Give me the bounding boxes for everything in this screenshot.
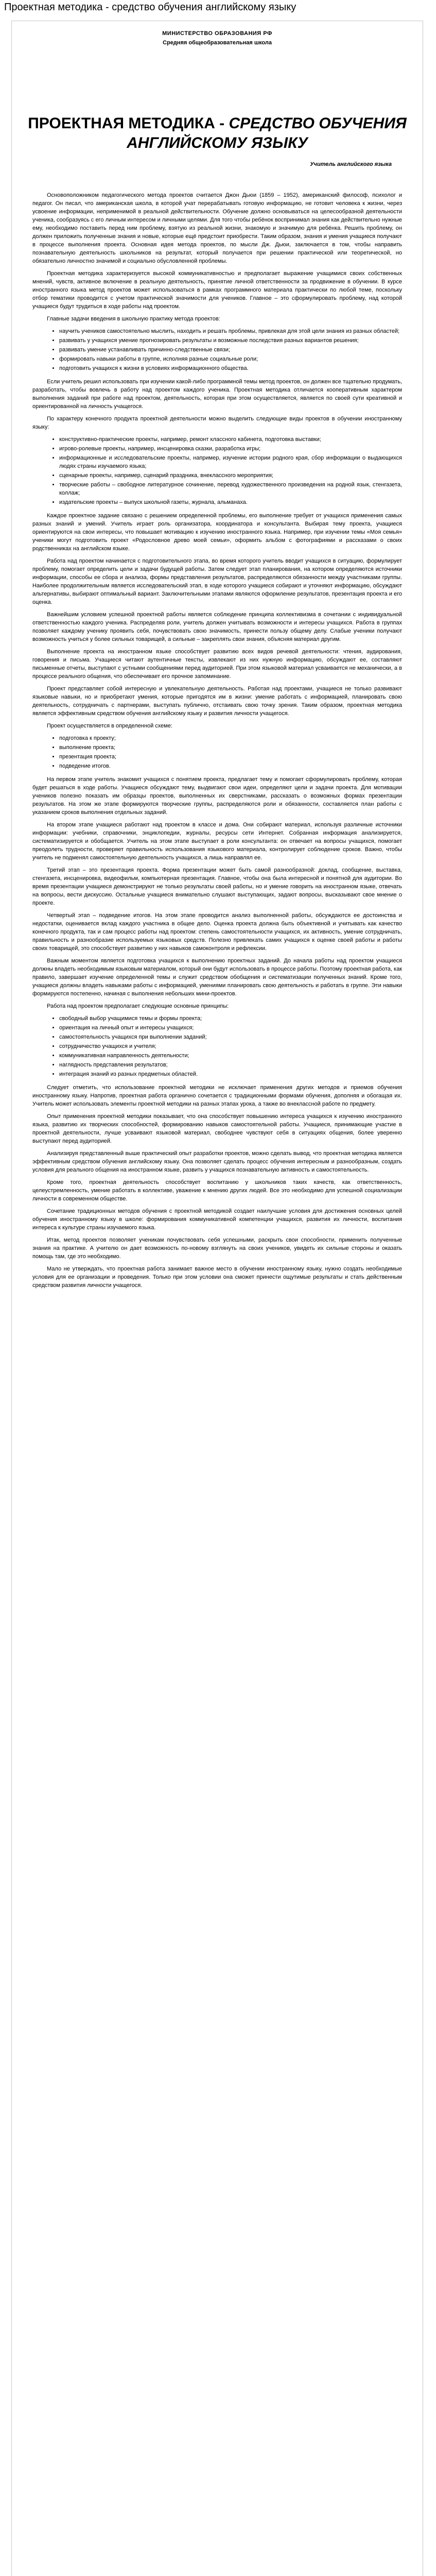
bullet-item: • информационные и исследовательские проекты, например, изучение истории родного края, сбор информации о выдающихся людях страны изучаемого языка;	[59, 454, 402, 470]
bullet-list	[32, 435, 402, 506]
bullet-item: • ориентация на личный опыт и интересы учащихся;	[59, 1024, 402, 1032]
article-paragraph: Работа над проектом начинается с подготовительного этапа, во время которого учитель вводит учащихся в ситуацию, формулирует проблему, помогает определить цели и задачи будущей работы. Затем следует этап планирования, на котором определяются источники информации, способы ее сбора и анализа, формы представления результатов, распределяются обязанности между участниками группы. Наиболее продолжительным является исследовательский этап, в ходе которого учащиеся собирают и уточняют информацию, обсуждают альтернативы, выбирают оптимальный вариант. Заключительными этапами являются оформление результатов, презентация проекта и его оценка.	[32, 558, 402, 605]
article-paragraph: Главные задачи введения в школьную практику метода проектов:	[47, 316, 220, 322]
article-paragraph: По характеру конечного продукта проектной деятельности можно выделить следующие виды проектов в обучении иностранному языку:	[32, 416, 402, 430]
article-body	[32, 191, 402, 1294]
bullet-item: • самостоятельность учащихся при выполнении заданий;	[59, 1033, 402, 1041]
article-paragraph: На первом этапе учитель знакомит учащихся с понятием проекта, предлагает тему и помогает сформулировать проблему, которая будет решаться в ходе работы. Учащиеся обсуждают тему, выдвигают свои идеи, определяют цели и задачи проекта. Для мотивации учеников полезно показать им образцы проектов, выполненных их сверстниками, рассказать о возможных формах презентации результатов. На этом же этапе формируются творческие группы, распределяются роли и обязанности, составляется план работы с указанием сроков выполнения отдельных заданий.	[32, 776, 402, 816]
article-paragraph: Опыт применения проектной методики показывает, что она способствует повышению интереса учащихся к изучению иностранного языка, развитию их творческих способностей, формированию навыков самостоятельной работы. Учащиеся, принимающие участие в проектной деятельности, лучше усваивают языковой материал, свободнее чувствуют себя в ситуациях общения, более уверенно выступают перед аудиторией.	[32, 1113, 402, 1144]
article-paragraph: Кроме того, проектная деятельность способствует воспитанию у школьников таких качеств, как ответственность, целеустремленность, умение работать в коллективе, уважение к мнению других людей. Все это необходимо для успешной социализации личности в современном обществе.	[32, 1179, 402, 1202]
bullet-item: • развивать у учащихся умение прогнозировать результаты и возможные последствия разных вариантов решения;	[59, 336, 402, 345]
article-paragraph: Четвертый этап – подведение итогов. На этом этапе проводится анализ выполненной работы, обсуждаются ее достоинства и недостатки, оценивается вклад каждого участника в общее дело. Оценка проекта должна быть объективной и учитывать как качество конечного продукта, так и сам процесс работы над проектом: степень самостоятельности учащихся, их активность, умение сотрудничать, правильность и разнообразие используемых языковых средств. Полезно привлекать самих учащихся к оценке своей работы и работы своих товарищей, это способствует развитию у них навыков самоконтроля и рефлексии.	[32, 912, 402, 952]
article-paragraph: Основоположником педагогического метода проектов считается Джон Дьюи (1859 – 1952), американский философ, психолог и педагог. Он писал, что американская школа, в которой учат перерабатывать готовую информацию, не готовит человека к жизни, через усвоение информации, неприменимой в реальной действительности. Обучение должно основываться на целесообразной деятельности ученика, сообразуясь с его личным интересом и личными целями. Для того чтобы ребёнок воспринимал знания как действительно нужные ему, необходимо поставить перед ним проблему, взятую из реальной жизни, знакомую и значимую для ребёнка. Решить проблему, он должен приложить полученные знания и новые, которые ещё предстоит приобрести. Таким образом, знания и умения учащиеся получают в процессе выполнения проекта. Основная идея метода проектов, по мысли Дж. Дьюи, заключается в том, чтобы направить познавательную деятельность школьников на результат, который получается при решении практической или теоретической, но обязательно личностно значимой и социально обусловленной проблемы.	[32, 192, 402, 264]
bullet-item: • игрово-ролевые проекты, например, инсценировка сказки, разработка игры;	[59, 445, 402, 453]
bullet-item: • наглядность представления результатов;	[59, 1061, 402, 1069]
author-line: Учитель английского языка	[310, 161, 392, 167]
bullet-item: • подведение итогов.	[59, 762, 402, 770]
ministry-header: МИНИСТЕРСТВО ОБРАЗОВАНИЯ РФ	[162, 30, 272, 37]
article-paragraph: Важным моментом является подготовка учащихся к выполнению проектных заданий. До начала работы над проектом учащиеся должны владеть необходимым языковым материалом, который они будут использовать в процессе работы. Поэтому проектная работа, как правило, завершает изучение определенной темы и служит средством обобщения и систематизации полученных знаний. Кроме того, учащиеся должны владеть навыками работы с информацией, умениями планировать свою деятельность и работать в группе. Эти навыки формируются постепенно, начиная с выполнения небольших мини-проектов.	[32, 958, 402, 997]
page-title: Проектная методика - средство обучения английскому языку	[4, 2, 297, 13]
bullet-item: • презентация проекта;	[59, 753, 402, 761]
bullet-item: • сценарные проекты, например, сценарий праздника, внеклассного мероприятия;	[59, 471, 402, 480]
bullet-item: • издательские проекты – выпуск школьной газеты, журнала, альманаха.	[59, 498, 402, 506]
bullet-item: • конструктивно-практические проекты, например, ремонт классного кабинета, подготовка выставки;	[59, 435, 402, 444]
bullet-item: • творческие работы – свободное литературное сочинение, перевод художественного произведения на родной язык, стенгазета, коллаж;	[59, 481, 402, 497]
bullet-item: • коммуникативная направленность деятельности;	[59, 1052, 402, 1060]
article-paragraph: Важнейшим условием успешной проектной работы является соблюдение принципа коллективизма в сочетании с индивидуальной ответственностью каждого ученика. Распределяя роли, учитель должен учитывать возможности и интересы учащихся. Работа в группах позволяет каждому ученику проявить себя, почувствовать свою значимость, принести пользу общему делу. Слабые ученики получают возможность учиться у более сильных товарищей, а сильные – закреплять свои знания, объясняя материал другим.	[32, 612, 402, 642]
article-paragraph: Если учитель решил использовать при изучении какой-либо программной темы метод проектов, он должен все тщательно продумать, разработать, чтобы вовлечь в работу над проектом каждого ученика. Проектная методика отличается кооперативным характером выполнения заданий при работе над проектом, деятельность, которая при этом осуществляется, является по своей сути креативной и ориентированной на личность учащегося.	[32, 379, 402, 410]
article-paragraph: На втором этапе учащиеся работают над проектом в классе и дома. Они собирают материал, используя различные источники информации: учебники, справочники, энциклопедии, журналы, ресурсы сети Интернет. Собранная информация анализируется, систематизируется и обобщается. Учитель на этом этапе выступает в роли консультанта: он отвечает на вопросы учащихся, помогает преодолеть трудности, проверяет правильность использования языкового материала, контролирует соблюдение сроков. Важно, чтобы учитель не подменял самостоятельную деятельность учащихся, а лишь направлял ее.	[32, 822, 402, 861]
bullet-list	[32, 734, 402, 770]
bullet-item: • развивать умение устанавливать причинно-следственные связи;	[59, 346, 402, 354]
article-paragraph: Проект осуществляется в определенной схеме:	[47, 723, 173, 729]
article-paragraph: Итак, метод проектов позволяет ученикам почувствовать себя успешными, раскрыть свои способности, применить полученные знания на практике. А учителю он дает возможность по-новому взглянуть на своих учеников, увидеть их сильные стороны и оказать помощь там, где это необходимо.	[32, 1237, 402, 1260]
article-paragraph: Анализируя представленный выше практический опыт разработки проектов, можно сделать вывод, что проектная методика является эффективным средством обучения английскому языку. Она позволяет сделать процесс обучения интересным и разнообразным, создать условия для реального общения на иностранном языке, развить у учащихся познавательную активность и самостоятельность.	[32, 1150, 402, 1173]
article-paragraph: Каждое проектное задание связано с решением определенной проблемы, его выполнение требует от учащихся применения самых разных знаний и умений. Учитель играет роль организатора, координатора и консультанта. Выбирая тему проекта, учащиеся ориентируются на свои интересы, что повышает мотивацию к изучению иностранного языка. Например, при изучении темы «Моя семья» ученики могут подготовить проект «Родословное древо моей семьи», оформить альбом с фотографиями и рассказами о своих родственниках на английском языке.	[32, 513, 402, 552]
bullet-item: • сотрудничество учащихся и учителя;	[59, 1042, 402, 1050]
article-heading	[12, 114, 423, 153]
article-paragraph: Проект представляет собой интересную и увлекательную деятельность. Работая над проектами, учащиеся не только развивают языковые навыки, но и приобретают умения, которые пригодятся им в жизни: умение работать с информацией, планировать свою деятельность, сотрудничать с партнерами, выступать публично, отстаивать свою точку зрения. Таким образом, проектная методика является эффективным средством обучения английскому языку и развития личности учащегося.	[32, 686, 402, 717]
bullet-item: • научить учеников самостоятельно мыслить, находить и решать проблемы, привлекая для этой цели знания из разных областей;	[59, 327, 402, 335]
bullet-item: • подготовка к проекту;	[59, 734, 402, 742]
article-paragraph: Следует отметить, что использование проектной методики не исключает применения других методов и приемов обучения иностранному языку. Напротив, проектная работа органично сочетается с традиционными формами обучения, дополняя и обогащая их. Учитель может использовать элементы проектной методики на разных этапах урока, а также во внеклассной работе по предмету.	[32, 1084, 402, 1107]
article-paragraph: Третий этап – это презентация проекта. Форма презентации может быть самой разнообразной: доклад, сообщение, выставка, стенгазета, инсценировка, видеофильм, компьютерная презентация. Главное, чтобы она была интересной и понятной для аудитории. Во время презентации учащиеся демонстрируют не только результаты своей работы, но и умение говорить на иностранном языке, отвечать на вопросы, вести дискуссию. Остальные учащиеся внимательно слушают выступающих, задают вопросы, высказывают свое мнение о проекте.	[32, 867, 402, 906]
bullet-item: • интеграция знаний из разных предметных областей.	[59, 1070, 402, 1078]
bullet-item: • выполнение проекта;	[59, 743, 402, 752]
bullet-item: • свободный выбор учащимися темы и формы проекта;	[59, 1014, 402, 1023]
article-heading-part2: СРЕДСТВО ОБУЧЕНИЯ АНГЛИЙСКОМУ ЯЗЫКУ	[127, 115, 407, 151]
bullet-list	[32, 1014, 402, 1078]
bullet-item: • формировать навыки работы в группе, исполняя разные социальные роли;	[59, 355, 402, 363]
article-paragraph: Мало не утверждать, что проектная работа занимает важное место в обучении иностранному языку, нужно создать необходимые условия для ее организации и проведения. Только при этом условии она сможет принести ощутимые результаты и стать действенным средством развития личности учащегося.	[32, 1266, 402, 1289]
school-header: Средняя общеобразовательная школа	[163, 40, 272, 46]
document-frame	[11, 21, 423, 2576]
bullet-list	[32, 327, 402, 372]
bullet-item: • подготовить учащихся к жизни в условиях информационного общества.	[59, 364, 402, 372]
article-paragraph: Сочетание традиционных методов обучения с проектной методикой создает наилучшие условия для достижения основных целей обучения иностранному языку в школе: формирования коммуникативной компетенции учащихся, развития их личности, воспитания интереса к культуре страны изучаемого языка.	[32, 1208, 402, 1231]
article-paragraph: Проектная методика характеризуется высокой коммуникативностью и предполагает выражение учащимися своих собственных мнений, чувств, активное включение в реальную деятельность, принятие личной ответственности за продвижение в обучении. В курсе иностранного языка метод проектов может использоваться в рамках программного материала практически по любой теме, поскольку отбор тематики проводится с учетом практической значимости для учеников. Главное – это сформулировать проблему, над которой учащиеся будут трудиться в ходе работы над проектом.	[32, 270, 402, 310]
article-paragraph: Работа над проектом предполагает следующие основные принципы:	[47, 1003, 229, 1009]
article-paragraph: Выполнение проекта на иностранном языке способствует развитию всех видов речевой деятельности: чтения, аудирования, говорения и письма. Учащиеся читают аутентичные тексты, извлекают из них нужную информацию, обсуждают ее, составляют письменные отчеты, выступают с устными сообщениями перед аудиторией. При этом языковой материал усваивается не механически, а в процессе реального общения, что обеспечивает его прочное запоминание.	[32, 649, 402, 680]
article-heading-part1: ПРОЕКТНАЯ МЕТОДИКА -	[28, 115, 229, 132]
